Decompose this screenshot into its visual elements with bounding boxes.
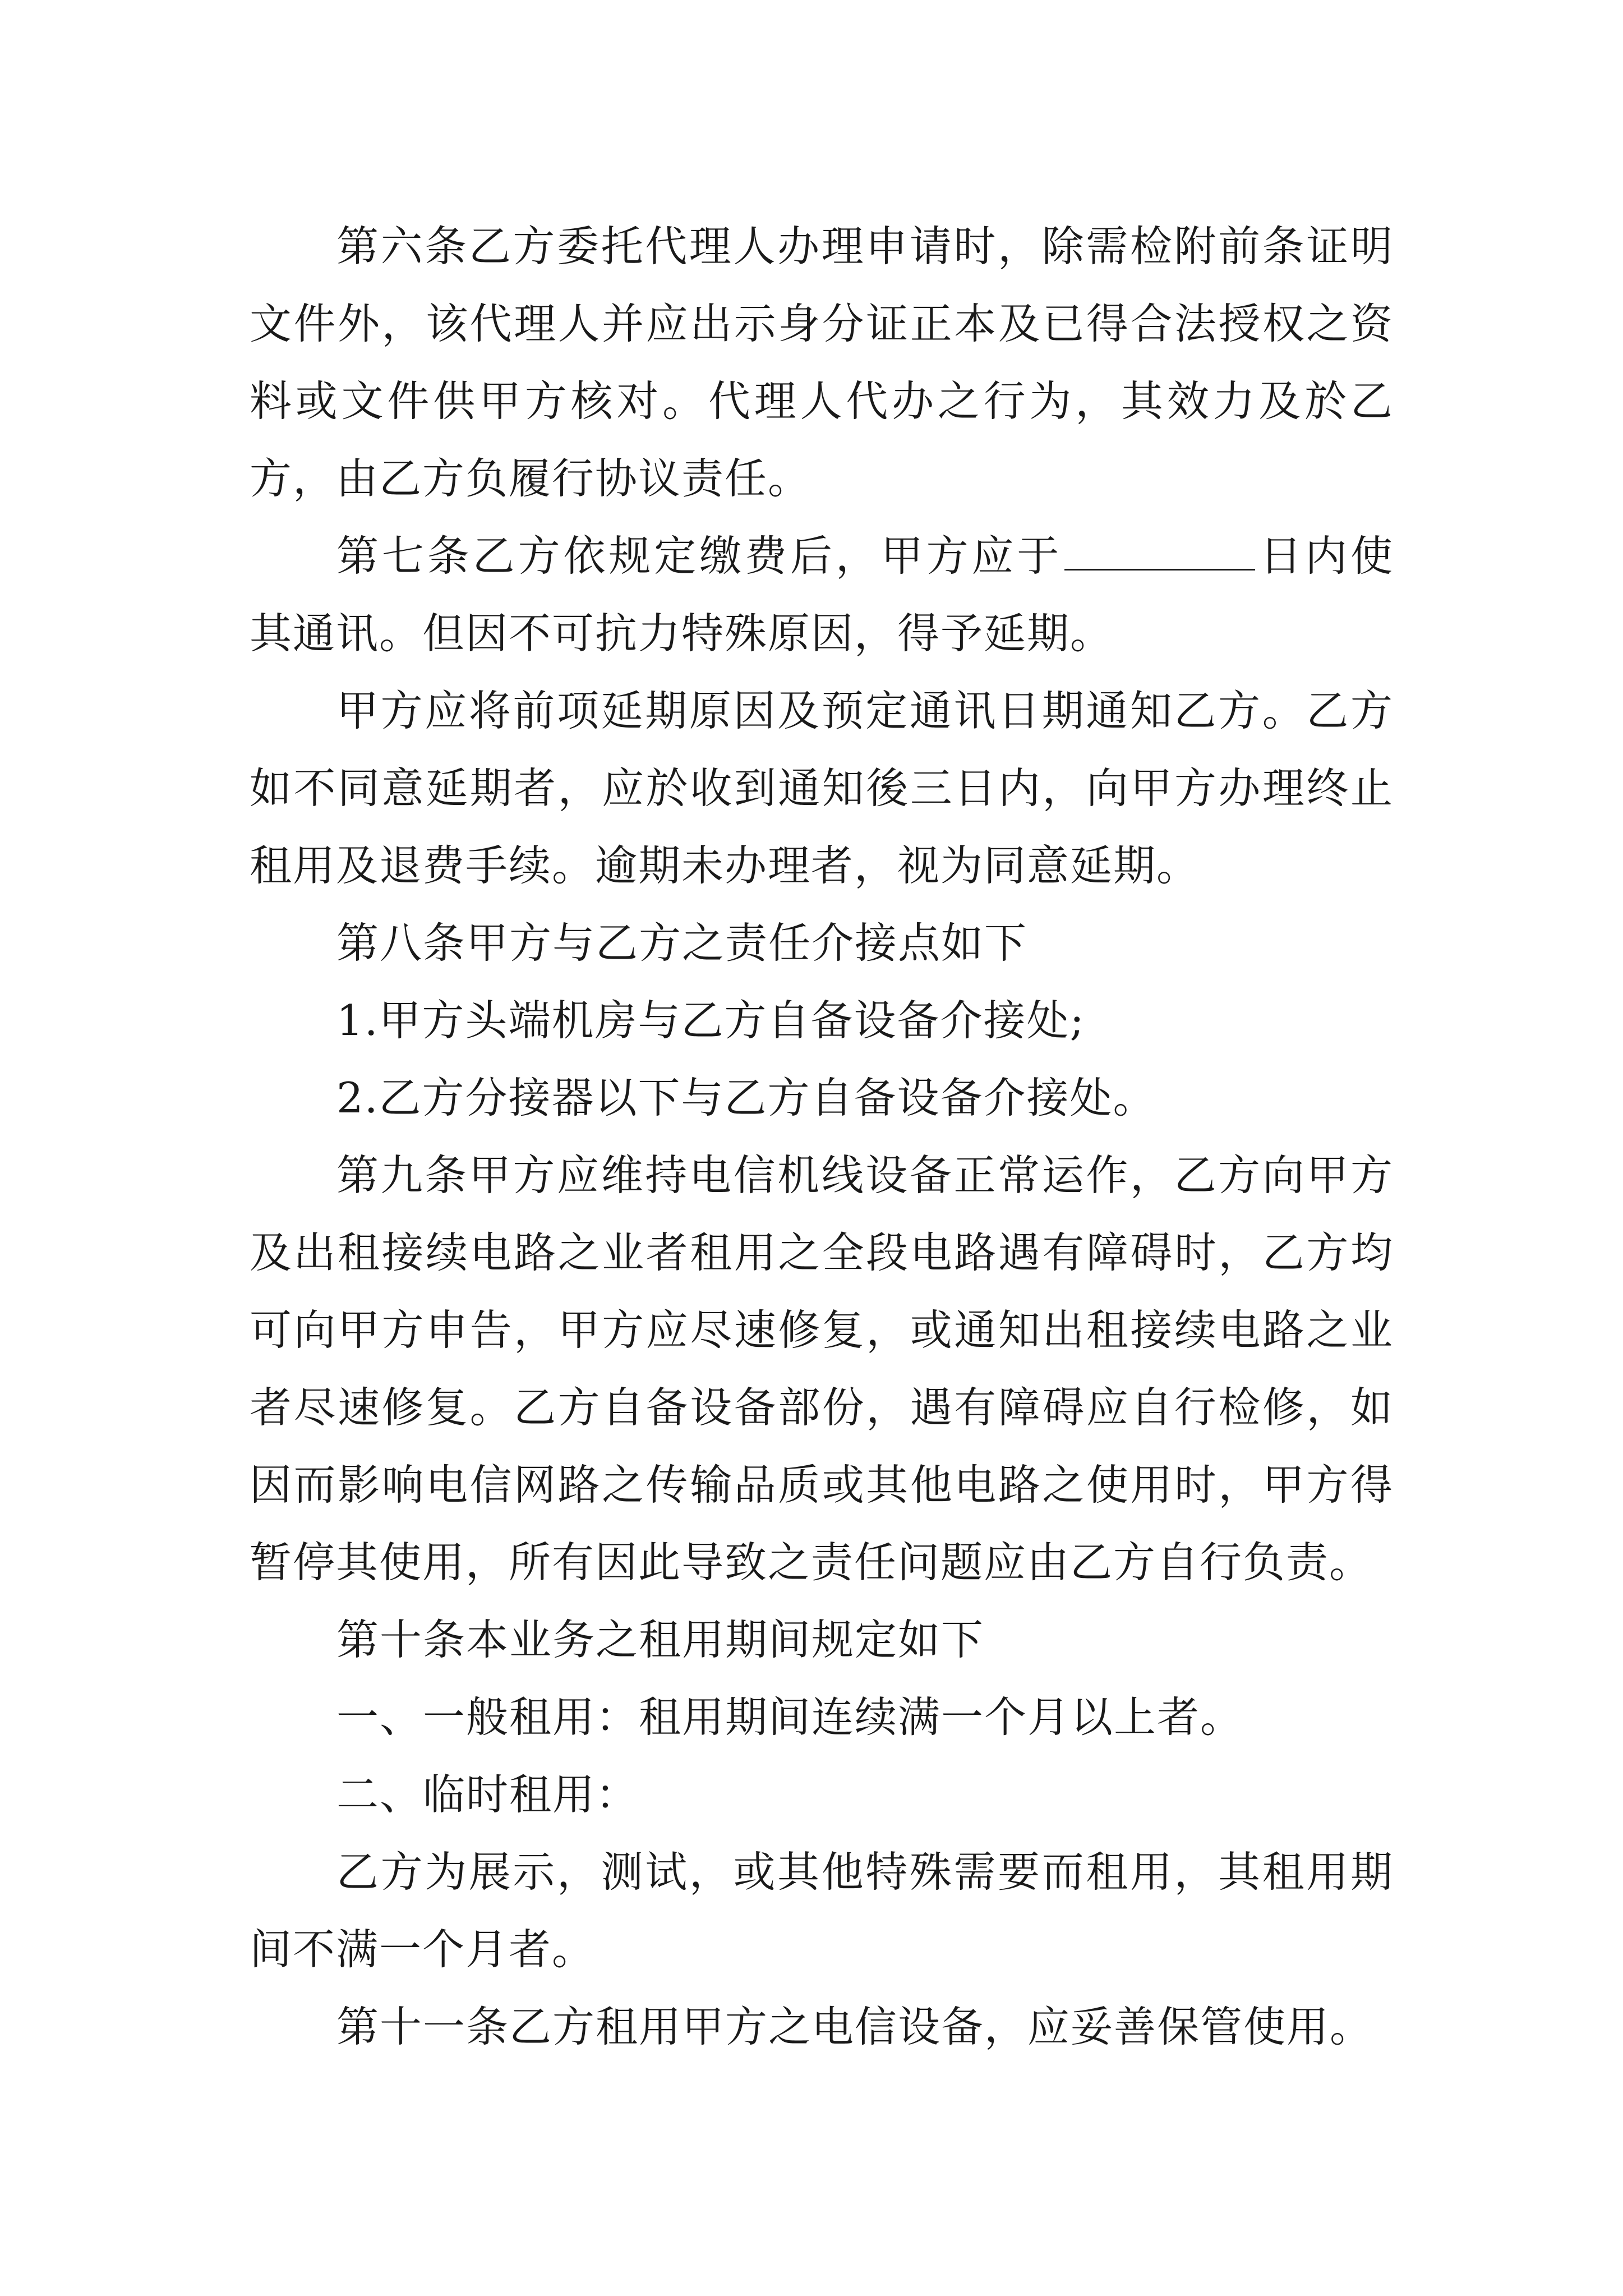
paragraph-article-11: 第十一条乙方租用甲方之电信设备，应妥善保管使用。 xyxy=(336,2002,1373,2051)
paragraph-article-8: 第八条甲方与乙方之责任介接点如下 xyxy=(336,918,1028,968)
list-item-2: 2.乙方分接器以下与乙方自备设备介接处。 xyxy=(336,1073,1156,1122)
list-item-general-lease: 一、一般租用：租用期间连续满一个月以上者。 xyxy=(336,1692,1244,1742)
paragraph-temporary-lease-detail: 乙方为展示，测试，或其他特殊需要而租用，其租用期间不满一个月者。 xyxy=(250,1847,1394,1974)
document-body xyxy=(250,208,1394,2065)
paragraph-article-7-end: 日内使其通讯。但因不可抗力特殊原因，得予延期。 xyxy=(250,531,1394,658)
fill-in-blank xyxy=(1064,533,1255,570)
list-item-temporary-lease: 二、临时租用： xyxy=(336,1770,639,1819)
paragraph-delay-notice: 甲方应将前项延期原因及预定通讯日期通知乙方。乙方如不同意延期者，应於收到通知後三日内，向甲方办理终止租用及退费手续。逾期未办理者，视为同意延期。 xyxy=(250,686,1394,890)
paragraph-article-9: 第九条甲方应维持电信机线设备正常运作，乙方向甲方及出租接续电路之业者租用之全段电路遇有障碍时，乙方均可向甲方申告，甲方应尽速修复，或通知出租接续电路之业者尽速修复。乙方自备设备部份，遇有障碍应自行检修，如因而影响电信网路之传输品质或其他电路之使用时，甲方得暂停其使用，所有因此导致之责任问题应由乙方自行负责。 xyxy=(250,1151,1394,1587)
paragraph-article-7-start: 第七条乙方依规定缴费后，甲方应于 xyxy=(336,531,1063,581)
paragraph-article-6: 第六条乙方委托代理人办理申请时，除需检附前条证明文件外，该代理人并应出示身分证正本及已得合法授权之资料或文件供甲方核对。代理人代办之行为，其效力及於乙方，由乙方负履行协议责任。 xyxy=(250,222,1394,503)
list-item-1: 1.甲方头端机房与乙方自备设备介接处; xyxy=(336,996,1085,1045)
paragraph-article-10: 第十条本业务之租用期间规定如下 xyxy=(336,1615,985,1664)
paragraph-article-7 xyxy=(250,517,1394,672)
